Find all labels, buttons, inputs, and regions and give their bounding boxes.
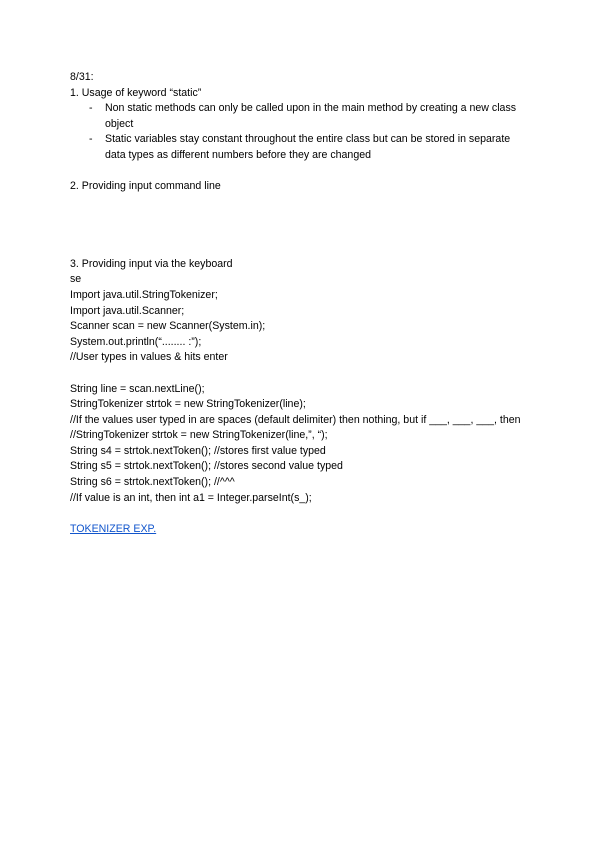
section-1-heading: 1. Usage of keyword “static”	[70, 86, 202, 99]
tokenizer-example-link[interactable]: TOKENIZER EXP.	[70, 522, 157, 535]
spacer	[70, 366, 530, 382]
bullet-text: Non static methods can only be called upon in the main method by creating a new class object	[105, 102, 517, 130]
bullet-text: Static variables stay constant throughout the entire class but can be stored in separate data types as different numbers before they are changed	[105, 133, 511, 161]
spacer	[70, 506, 530, 522]
code-line: //User types in values & hits enter	[70, 351, 228, 364]
section-1-bullet-list	[70, 101, 530, 163]
code-line: String line = scan.nextLine();	[70, 382, 205, 395]
code-line: //StringTokenizer strtok = new StringTokenizer(line,”, “);	[70, 429, 328, 442]
spacer	[70, 164, 530, 180]
bullet-item	[70, 101, 530, 132]
bullet-marker: -	[89, 102, 93, 115]
code-comment: //If the values user typed in are spaces (default delimiter) then nothing, but if ___, ___, ___, then	[70, 413, 521, 426]
document-body	[70, 70, 530, 537]
section-3-heading: 3. Providing input via the keyboard	[70, 257, 233, 270]
code-line: Scanner scan = new Scanner(System.in);	[70, 320, 266, 333]
code-line: String s4 = strtok.nextToken(); //stores first value typed	[70, 444, 326, 457]
code-line: String s5 = strtok.nextToken(); //stores second value typed	[70, 460, 343, 473]
code-line: System.out.println(“........ :”);	[70, 335, 202, 348]
code-line: String s6 = strtok.nextToken(); //^^^	[70, 476, 235, 489]
bullet-item	[70, 132, 530, 163]
date-heading: 8/31:	[70, 71, 94, 83]
code-line: Import java.util.Scanner;	[70, 304, 185, 317]
spacer	[70, 195, 530, 257]
code-line: se	[70, 273, 82, 286]
bullet-marker: -	[89, 133, 93, 146]
code-line: StringTokenizer strtok = new StringTokenizer(line);	[70, 398, 306, 411]
section-2-heading: 2. Providing input command line	[70, 180, 221, 193]
code-line: Import java.util.StringTokenizer;	[70, 288, 218, 301]
code-line: //If value is an int, then int a1 = Integer.parseInt(s_);	[70, 491, 312, 504]
